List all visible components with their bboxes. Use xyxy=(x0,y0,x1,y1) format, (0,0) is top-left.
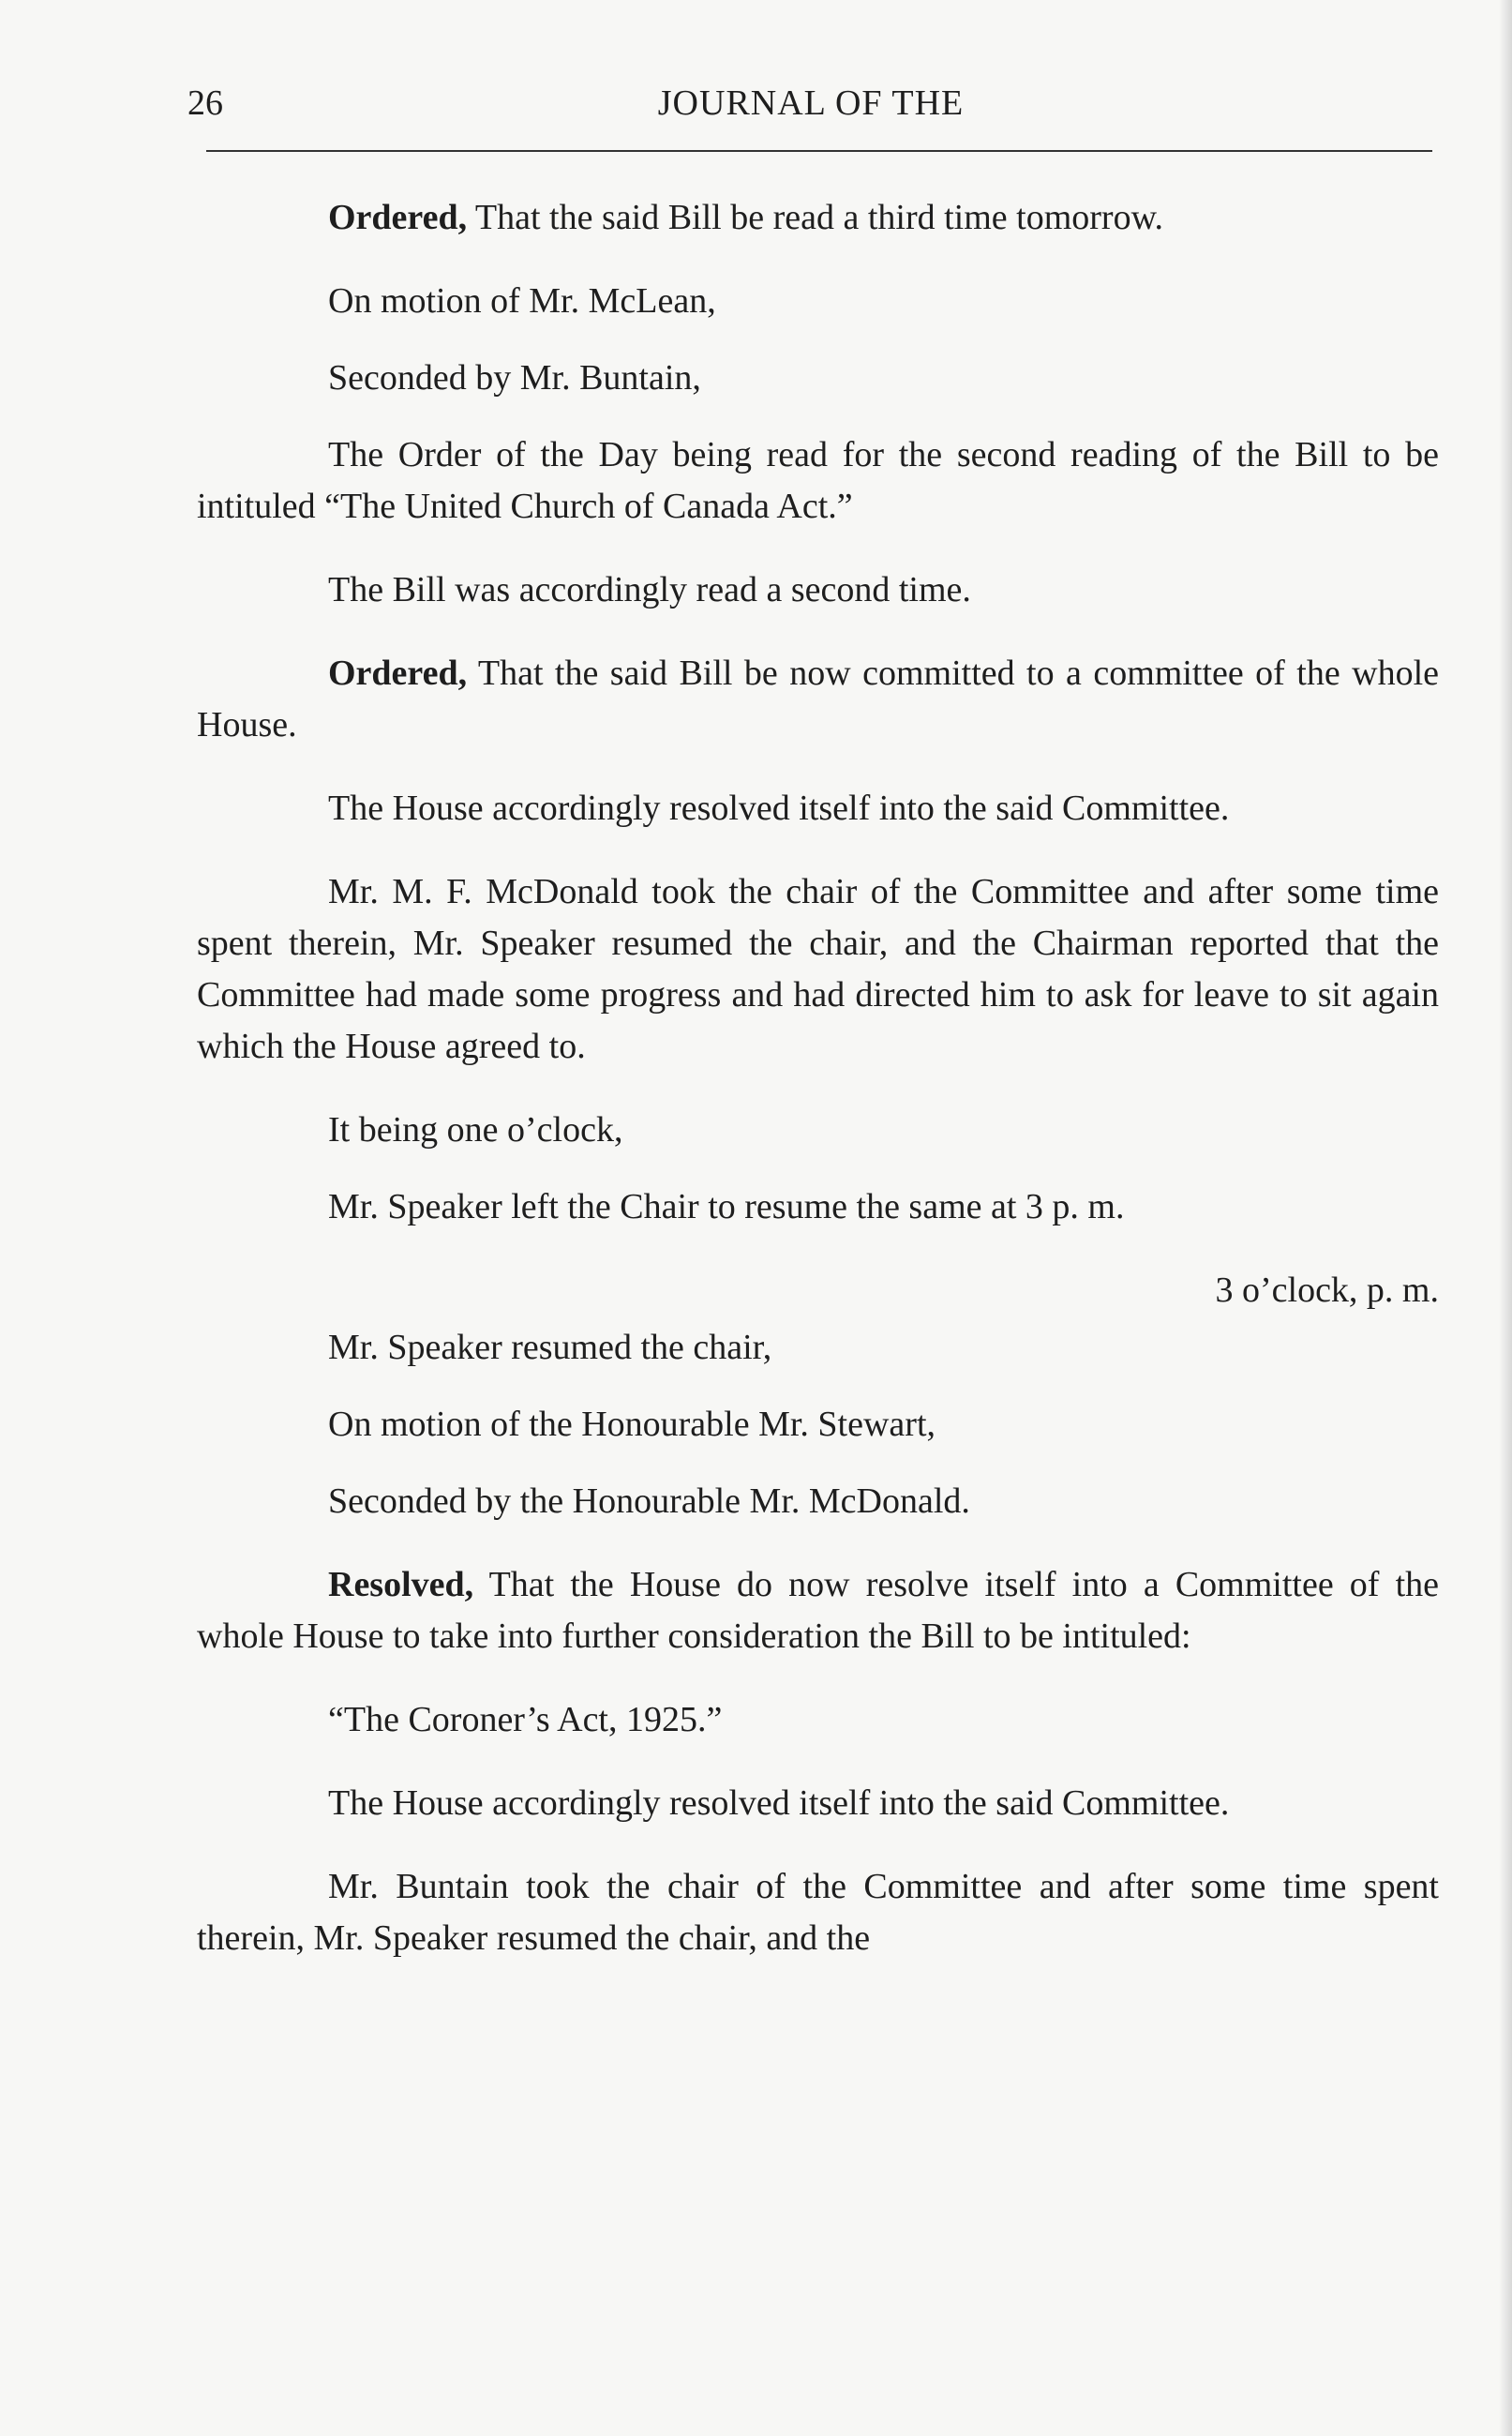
paragraph: Seconded by the Honourable Mr. McDonald. xyxy=(328,1481,970,1521)
journal-body xyxy=(197,192,1439,1996)
paragraph: Ordered, That the said Bill be now committed to a committee of the whole House. xyxy=(197,654,1439,744)
paragraph: It being one o’clock, xyxy=(328,1110,623,1150)
bill-title: “The Coroner’s Act, 1925.” xyxy=(328,1700,723,1739)
paragraph: Resolved, That the House do now resolve itself into a Committee of the whole House to take into further consideration the Bill to be intituled: xyxy=(197,1565,1439,1656)
paragraph: Mr. M. F. McDonald took the chair of the Committee and after some time spent therein, Mr. Speaker resumed the chair, and the Chairman reported that the Committee had made some progress and had directed him to ask for leave to sit again which the House agreed to. xyxy=(197,872,1439,1066)
paragraph: Ordered, That the said Bill be read a third time tomorrow. xyxy=(328,198,1164,237)
paragraph: The House accordingly resolved itself into the said Committee. xyxy=(328,1783,1230,1823)
running-head: JOURNAL OF THE xyxy=(657,83,965,123)
page-number: 26 xyxy=(187,83,223,123)
paragraph: On motion of the Honourable Mr. Stewart, xyxy=(328,1405,936,1444)
paragraph: The House accordingly resolved itself into the said Committee. xyxy=(328,789,1230,828)
page-edge-shadow xyxy=(1499,0,1512,2436)
paragraph: Mr. Speaker resumed the chair, xyxy=(328,1328,772,1367)
page-header xyxy=(187,83,1434,139)
paragraph: Mr. Speaker left the Chair to resume the same at 3 p. m. xyxy=(328,1187,1125,1226)
paragraph: Seconded by Mr. Buntain, xyxy=(328,358,701,398)
time-marker: 3 o’clock, p. m. xyxy=(1215,1271,1439,1310)
paragraph: The Order of the Day being read for the second reading of the Bill to be intituled “The United Church of Canada Act.” xyxy=(197,435,1439,526)
header-rule xyxy=(206,150,1432,152)
paragraph: On motion of Mr. McLean, xyxy=(328,281,716,321)
paragraph: Mr. Buntain took the chair of the Committee and after some time spent therein, Mr. Speaker resumed the chair, and the xyxy=(197,1867,1439,1958)
paragraph: The Bill was accordingly read a second time. xyxy=(328,570,971,609)
